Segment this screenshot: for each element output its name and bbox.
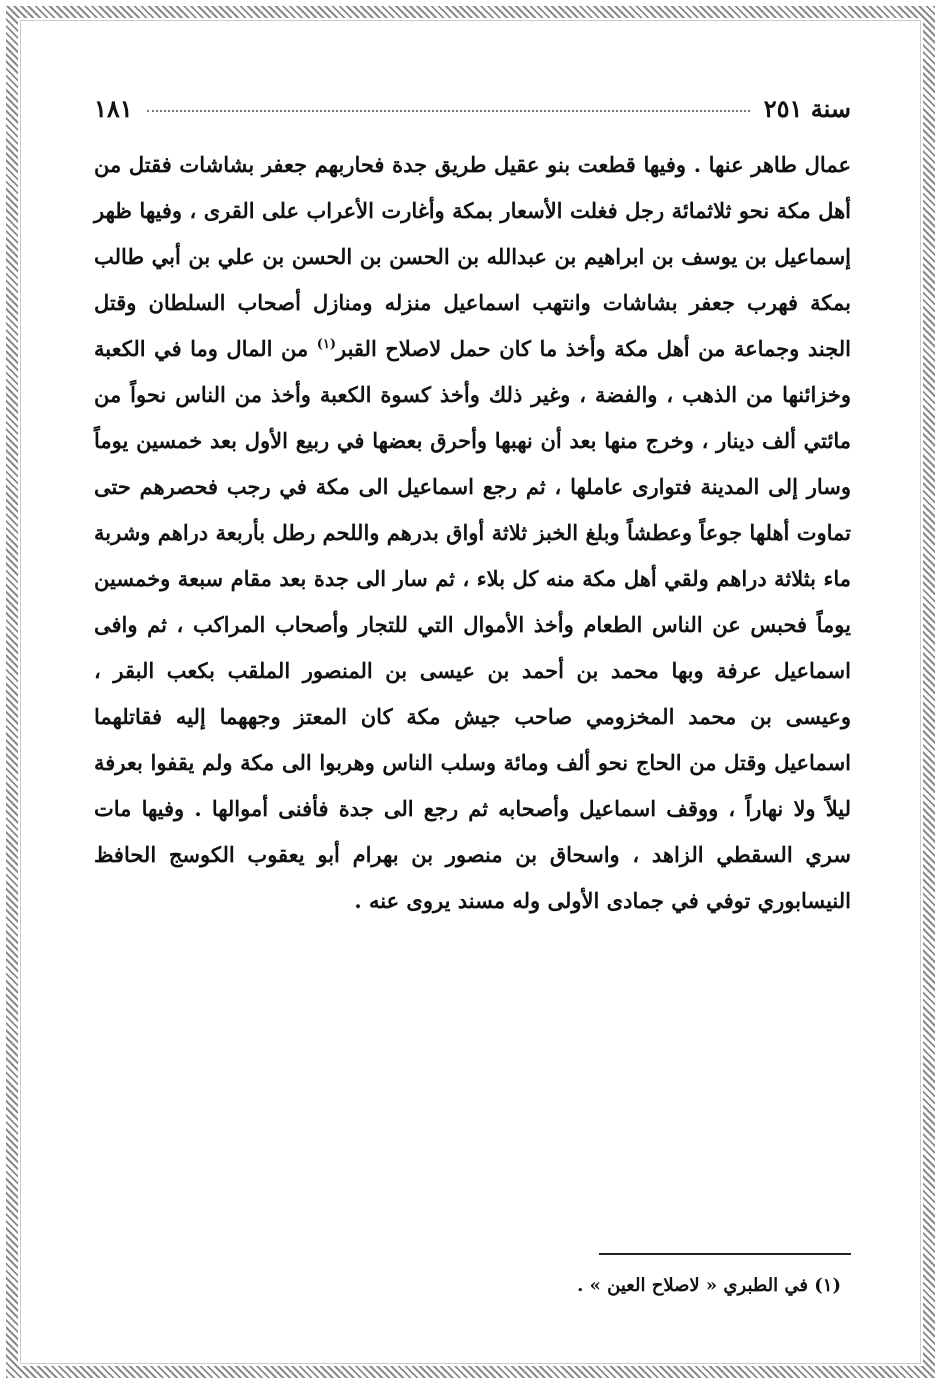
main-text [94, 142, 851, 924]
page-header [94, 88, 851, 128]
footnote-separator [599, 1253, 851, 1255]
paragraph-text-part-1: عمال طاهر عنها . وفيها قطعت بنو عقيل طريق جدة فحاربهم جعفر بشاشات فقتل من أهل مكة نحو ثلاثمائة رجل فغلت الأسعار بمكة وأغارت الأعراب على القرى ، وفيها ظهر إسماعيل بن يوسف بن ابراهيم بن عبدالله بن الحسن بن الحسن بن علي بن أبي طالب بمكة فهرب جعفر بشاشات وانتهب اسماعيل منزله ومنازل أصحاب السلطان وقتل الجند وجماعة من أهل مكة وأخذ ما كان حمل لاصلاح القبر [94, 152, 851, 361]
footnote: (١) في الطبري « لاصلاح العين » . [577, 1275, 841, 1296]
header-dotted-rule [147, 110, 750, 112]
footnote-reference: (١) [316, 337, 336, 352]
page-number: ١٨١ [94, 93, 133, 123]
main-paragraph [94, 142, 851, 924]
paragraph-text-part-2: من المال وما في الكعبة وخزائنها من الذهب ، والفضة ، وغير ذلك وأخذ كسوة الكعبة وأخذ من الناس نحواً من مائتي ألف دينار ، وخرج منها بعد أن نهبها وأحرق بعضها في ربيع الأول بعد خمسين يوماً وسار إلى المدينة فتوارى عاملها ، ثم رجع اسماعيل الى مكة في رجب فحصرهم حتى تماوت أهلها جوعاً وعطشاً وبلغ الخبز ثلاثة أواق بدرهم واللحم رطل بأربعة دراهم وشربة ماء بثلاثة دراهم ولقي أهل مكة منه كل بلاء ، ثم سار الى جدة بعد مقام سبعة وخمسين يوماً فحبس عن الناس الطعام وأخذ الأموال التي للتجار وأصحاب المراكب ، ثم وافى اسماعيل عرفة وبها محمد بن أحمد بن عيسى بن المنصور الملقب بكعب البقر ، وعيسى بن محمد المخزومي صاحب جيش مكة كان المعتز وجههما إليه فقاتلهما اسماعيل وقتل من الحاج نحو ألف ومائة وسلب الناس وهربوا الى مكة ولم يقفوا بعرفة ليلاً ولا نهاراً ، ووقف اسماعيل وأصحابه ثم رجع الى جدة فأفنى أموالها . وفيها مات سري السقطي الزاهد ، واسحاق بن منصور بن بهرام أبو يعقوب الكوسج الحافظ النيسابوري توفي في جمادى الأولى وله مسند يروى عنه . [94, 336, 851, 913]
running-title: سنة ٢٥١ [763, 93, 851, 123]
